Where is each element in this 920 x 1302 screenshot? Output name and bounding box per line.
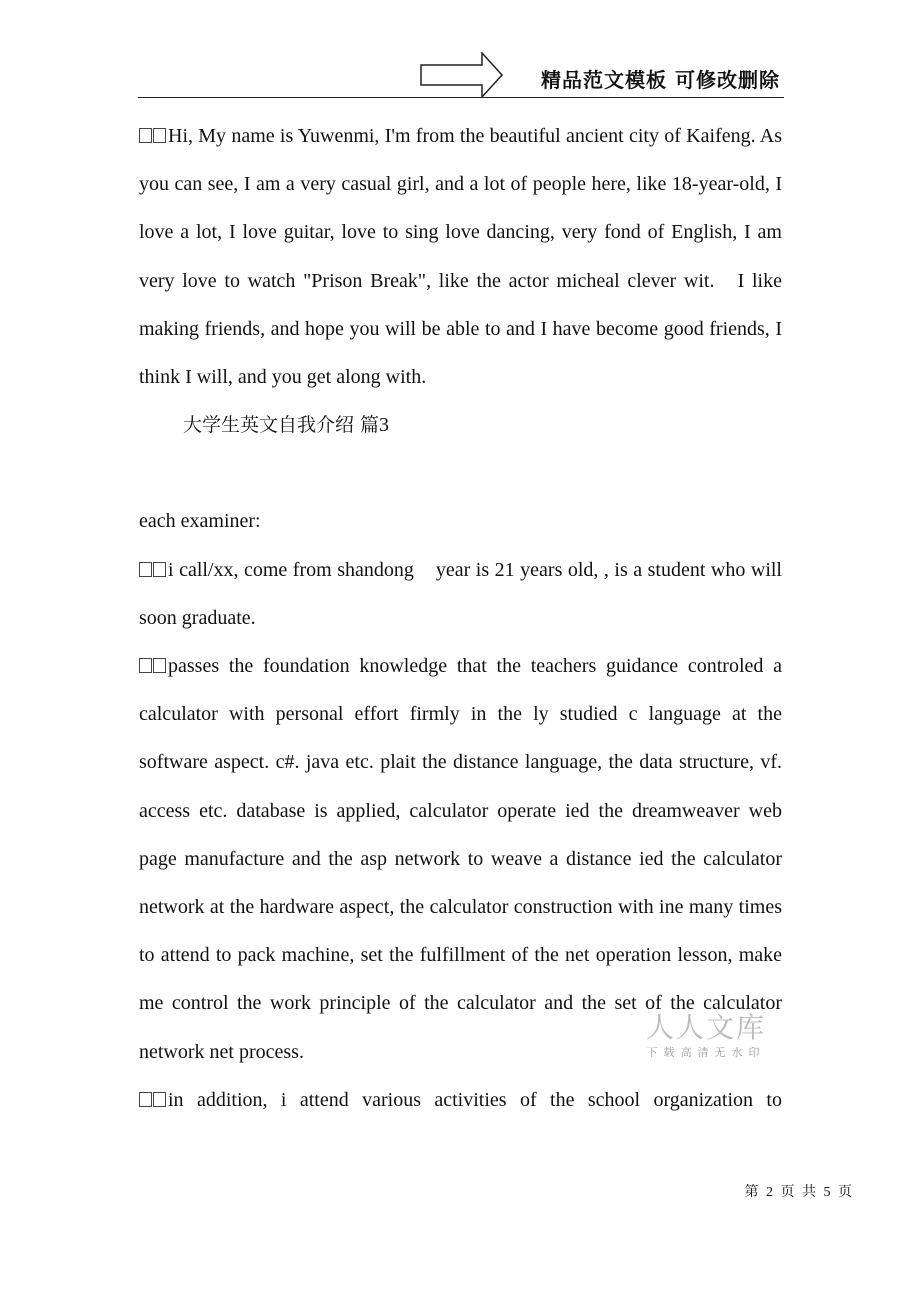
watermark-logo: 人人文库 下载高清无水印 [646, 1011, 767, 1059]
section-heading: 大学生英文自我介绍 篇3 [183, 414, 390, 437]
indent-box-icon [139, 642, 167, 690]
page-number: 第 2 页 共 5 页 [744, 1185, 854, 1200]
paragraph-greeting: each examiner: [139, 510, 261, 533]
indent-box-icon [139, 112, 167, 160]
header-title: 精品范文模板 可修改删除 [541, 68, 780, 92]
header-divider [138, 97, 784, 98]
indent-box-icon [139, 546, 167, 594]
paragraph-intro: Hi, My name is Yuwenmi, I'm from the beautiful ancient city of Kaifeng. As you can see, I am a very casual girl, and a lot of people here, like 18-year-old, I love a lot, I love guitar, love to sing love dancing, very fond of English, I am very love to watch "Prison Break", like the actor micheal clever wit. I like making friends, and hope you will be able to and I have become good friends, I think I will, and you get along with. [139, 112, 782, 401]
paragraph-name: i call/xx, come from shandong year is 21 years old, , is a student who will soon graduate. [139, 546, 782, 642]
document-body [139, 112, 782, 1124]
arrow-icon [420, 52, 504, 98]
paragraph-activities: in addition, i attend various activities of the school organization to [139, 1076, 782, 1124]
indent-box-icon [139, 1076, 167, 1124]
blank-line [139, 449, 782, 497]
paragraph-skills: passes the foundation knowledge that the teachers guidance controled a calculator with personal effort firmly in the ly studied c language at the software aspect. c#. java etc. plait the distance language, the data structure, vf. access etc. database is applied, calculator operate ied the dreamweaver web page manufacture and the asp network to weave a distance ied the calculator network at the hardware aspect, the calculator construction with ine many times to attend to pack machine, set the fulfillment of the net operation lesson, make me control the work principle of the calculator and the set of the calculator network net process. [139, 642, 782, 1076]
